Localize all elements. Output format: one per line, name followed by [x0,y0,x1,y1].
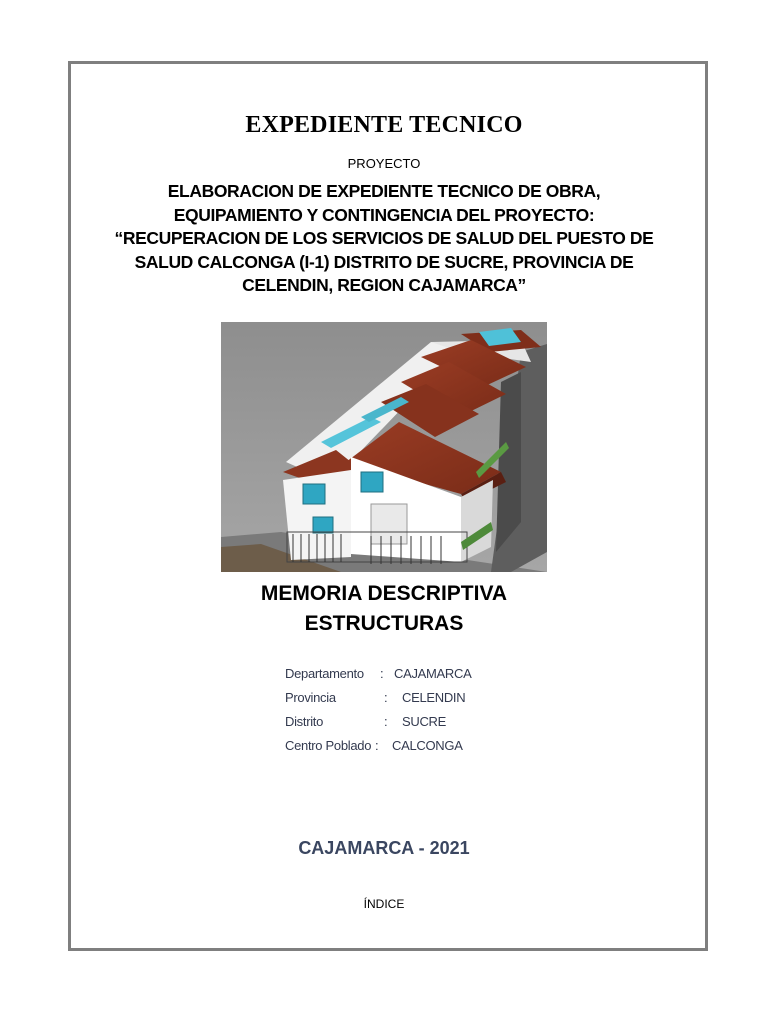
document-title: EXPEDIENTE TECNICO [245,112,523,138]
building-render-image [221,322,547,572]
indice-heading: ÍNDICE [363,897,405,911]
location-separator: : [380,666,384,681]
estructuras-line: ESTRUCTURAS [304,612,464,635]
location-separator: : [384,714,388,729]
location-label: Centro Poblado [285,738,372,753]
location-label: Distrito [285,714,324,729]
project-description-line: ELABORACION DE EXPEDIENTE TECNICO DE OBRA, [167,181,601,201]
project-description-line: SALUD CALCONGA (I-1) DISTRITO DE SUCRE, PROVINCIA DE [134,251,634,272]
location-label: Departamento [285,666,364,681]
location-separator: : [384,690,388,705]
project-description-line: CELENDIN, REGION CAJAMARCA” [242,275,526,295]
location-label: Provincia [285,690,336,705]
memoria-title [0,579,768,639]
location-value: CALCONGA [392,738,463,753]
memoria-line: MEMORIA DESCRIPTIVA [260,582,508,605]
project-description-line: EQUIPAMIENTO Y CONTINGENCIA DEL PROYECTO: [173,204,595,225]
project-description-line: “RECUPERACION DE LOS SERVICIOS DE SALUD DEL PUESTO DE [114,228,654,248]
location-value: SUCRE [402,714,447,729]
location-separator: : [375,738,379,753]
proyecto-label: PROYECTO [347,156,421,171]
location-value: CELENDIN [402,690,466,705]
location-value: CAJAMARCA [394,666,472,681]
project-description [100,180,668,298]
city-year: CAJAMARCA - 2021 [298,838,470,858]
